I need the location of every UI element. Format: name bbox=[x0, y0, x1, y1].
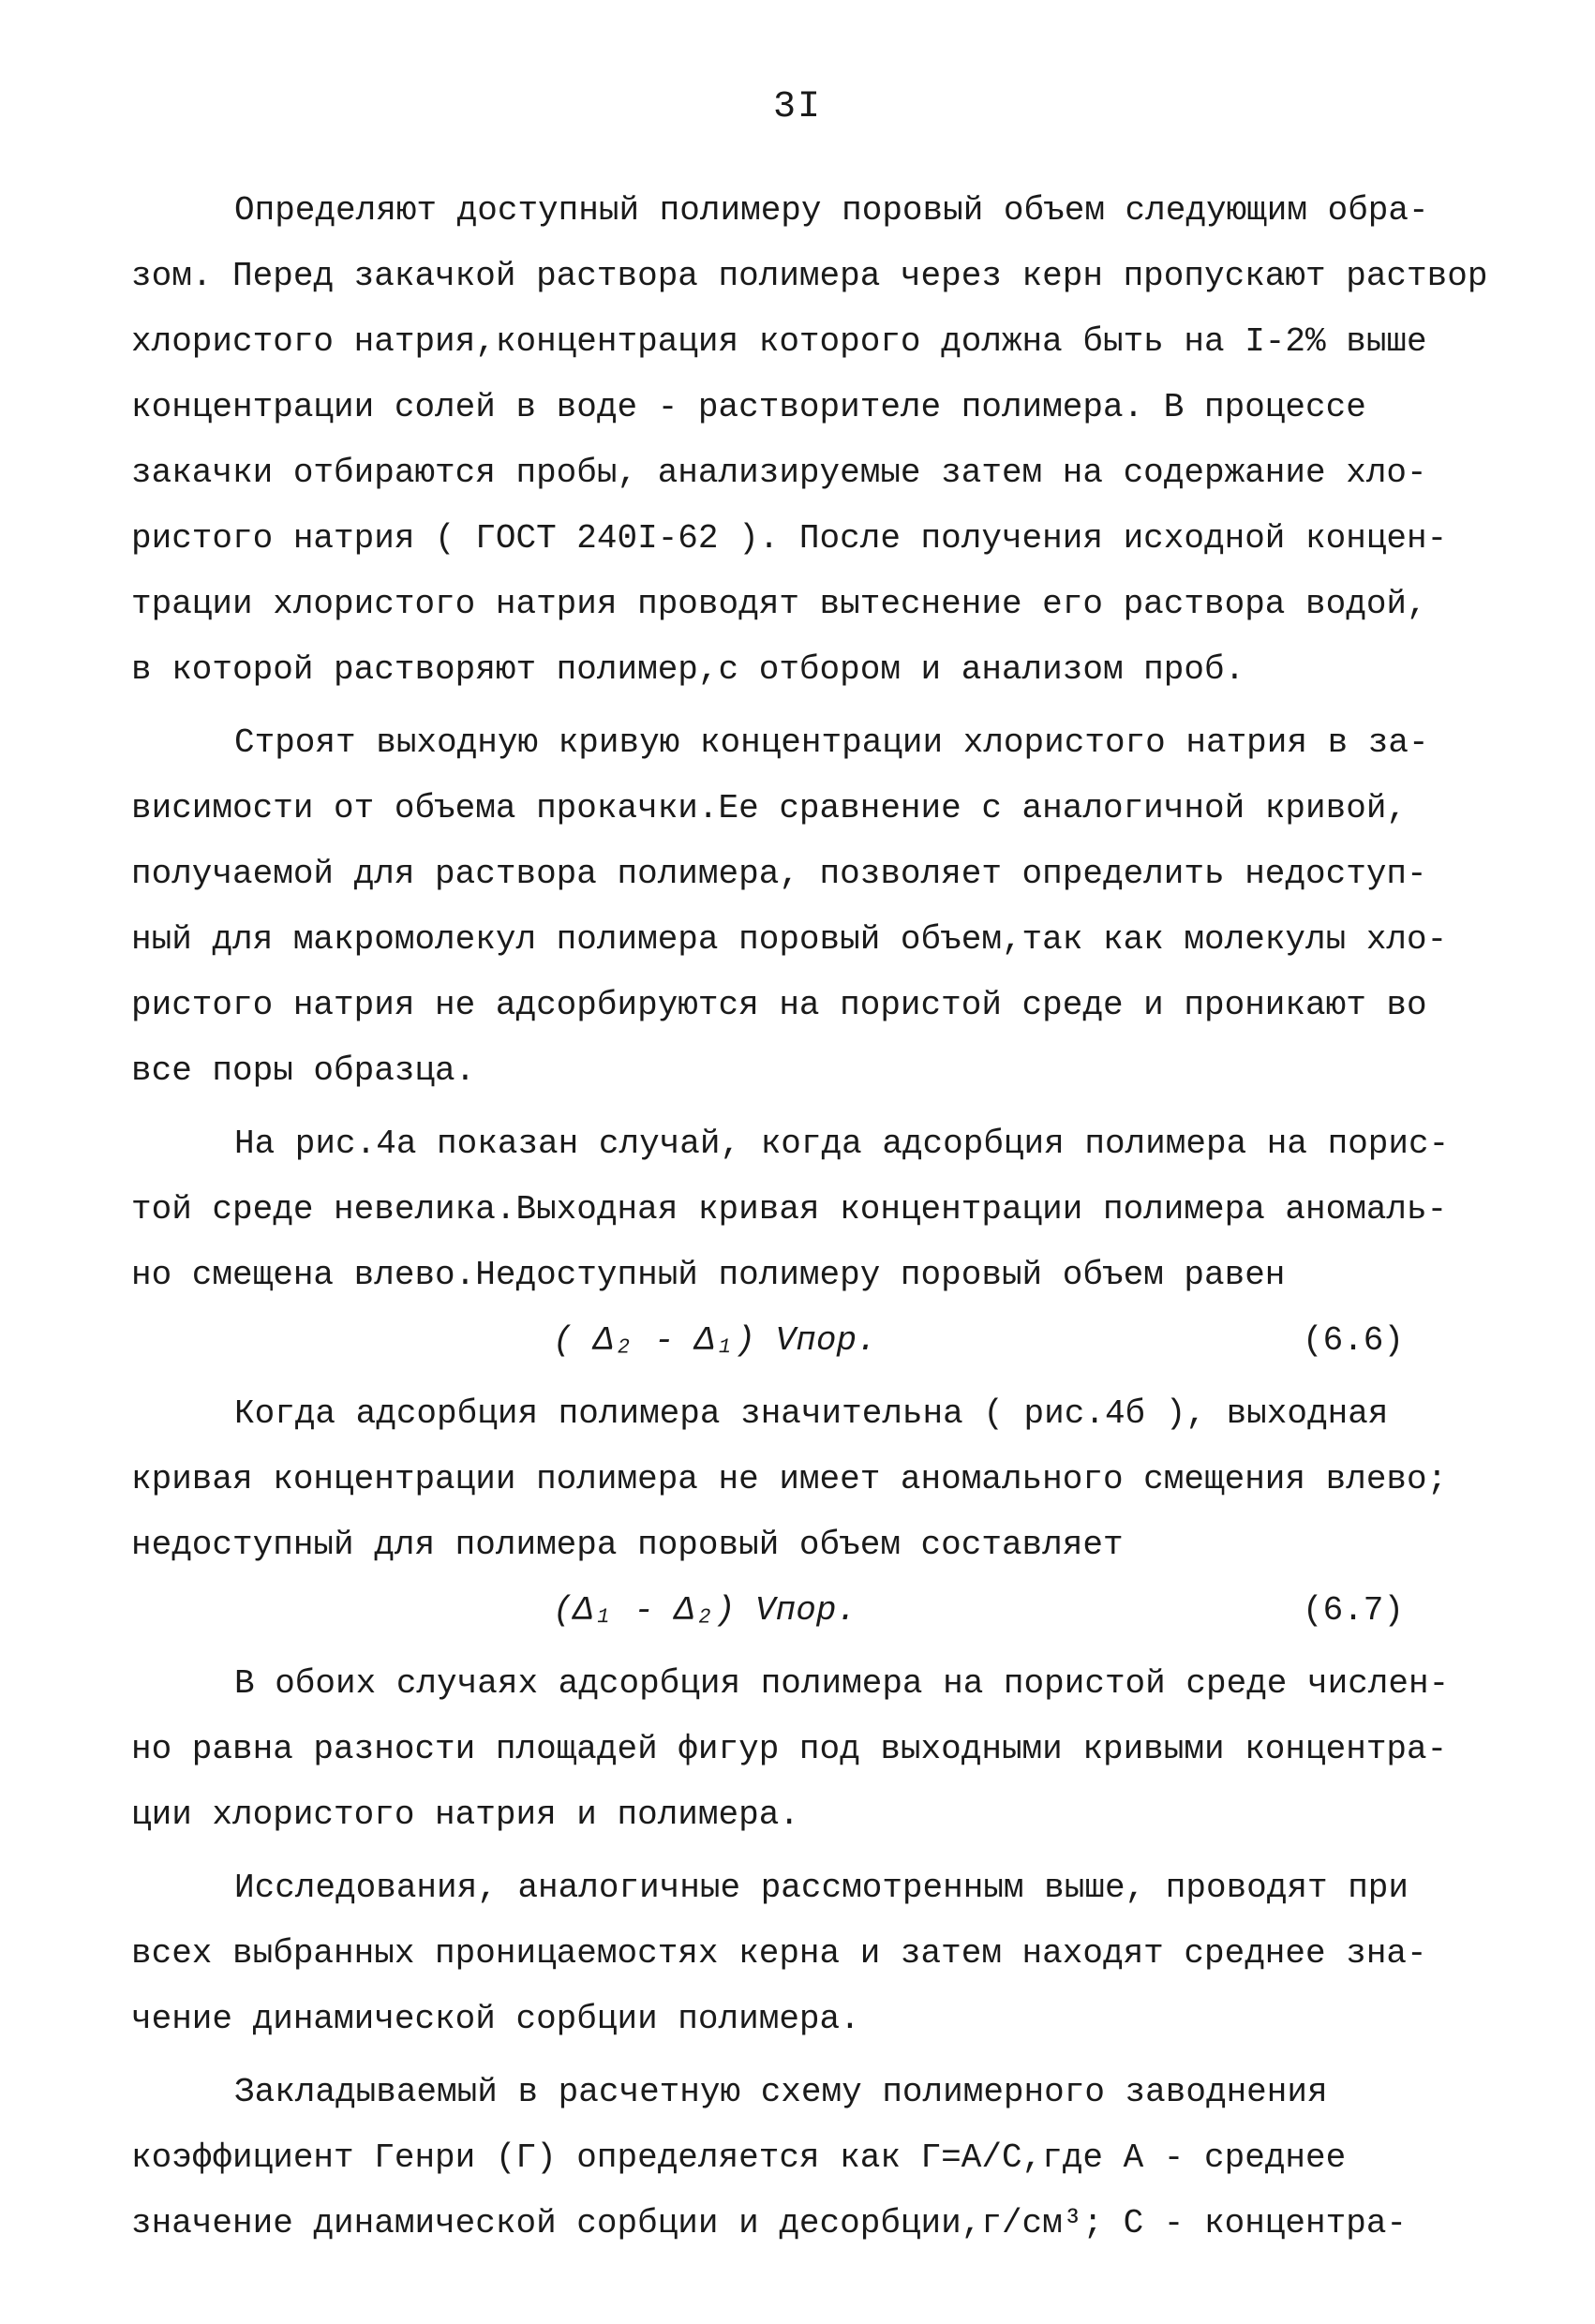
text-line: но смещена влево.Недоступный полимеру поровый объем равен bbox=[131, 1256, 1286, 1294]
text-line: но равна разности площадей фигур под выходными кривыми концентра- bbox=[131, 1730, 1448, 1768]
text-line: Строят выходную кривую концентрации хлористого натрия в за- bbox=[234, 723, 1429, 762]
formula-6-6 bbox=[131, 1308, 1481, 1374]
text-line: хлористого натрия,концентрация которого должна быть на I-2% выше bbox=[131, 322, 1427, 361]
text-line: той среде невелика.Выходная кривая концентрации полимера аномаль- bbox=[131, 1190, 1448, 1229]
text-line: в которой растворяют полимер,с отбором и анализом проб. bbox=[131, 650, 1245, 689]
paragraph-6 bbox=[131, 1855, 1481, 2052]
text-line: В обоих случаях адсорбция полимера на пористой среде числен- bbox=[234, 1664, 1450, 1703]
text-line: зом. Перед закачкой раствора полимера через керн пропускают раствор bbox=[131, 257, 1488, 295]
paragraph-2 bbox=[131, 710, 1481, 1104]
text-line: ции хлористого натрия и полимера. bbox=[131, 1795, 799, 1834]
text-line: ный для макромолекул полимера поровый объем,так как молекулы хло- bbox=[131, 920, 1448, 959]
formula-6-7 bbox=[131, 1578, 1481, 1644]
text-line: все поры образца. bbox=[131, 1051, 476, 1090]
text-line: кривая концентрации полимера не имеет аномального смещения влево; bbox=[131, 1460, 1448, 1498]
text-line: Определяют доступный полимеру поровый объем следующим обра- bbox=[234, 191, 1429, 230]
text-line: ристого натрия ( ГОСТ 240I-62 ). После получения исходной концен- bbox=[131, 519, 1448, 558]
text-line: недоступный для полимера поровый объем составляет bbox=[131, 1526, 1124, 1564]
body-text bbox=[131, 178, 1488, 2257]
text-line: концентрации солей в воде - растворителе полимера. В процессе bbox=[131, 388, 1366, 426]
paragraph-4 bbox=[131, 1381, 1481, 1578]
text-line: трации хлористого натрия проводят вытеснение его раствора водой, bbox=[131, 585, 1427, 623]
text-line: На рис.4а показан случай, когда адсорбция полимера на порис- bbox=[234, 1125, 1450, 1163]
paragraph-3 bbox=[131, 1111, 1481, 1308]
text-line: чение динамической сорбции полимера. bbox=[131, 2000, 860, 2038]
text-line: Закладываемый в расчетную схему полимерного заводнения bbox=[234, 2073, 1328, 2111]
text-line: висимости от объема прокачки.Ее сравнение с аналогичной кривой, bbox=[131, 789, 1408, 827]
text-line: Исследования, аналогичные рассмотренным выше, проводят при bbox=[234, 1869, 1409, 1907]
text-line: значение динамической сорбции и десорбции,г/см³; С - концентра- bbox=[131, 2204, 1408, 2242]
page-number: 3I bbox=[772, 86, 822, 128]
formula-expression: (Δ₁ - Δ₂) Vпор. bbox=[553, 1591, 857, 1630]
text-line: получаемой для раствора полимера, позволяет определить недоступ- bbox=[131, 855, 1427, 893]
paragraph-5 bbox=[131, 1651, 1481, 1848]
paragraph-7 bbox=[131, 2060, 1481, 2257]
text-line: Когда адсорбция полимера значительна ( рис.4б ), выходная bbox=[234, 1394, 1389, 1433]
text-line: закачки отбираются пробы, анализируемые затем на содержание хло- bbox=[131, 454, 1427, 492]
text-line: коэффициент Генри (Г) определяется как Г=А/С,где А - среднее bbox=[131, 2138, 1347, 2177]
formula-expression: ( Δ₂ - Δ₁) Vпор. bbox=[553, 1321, 877, 1360]
paragraph-1 bbox=[131, 178, 1488, 703]
formula-number: (6.6) bbox=[1303, 1321, 1405, 1360]
text-line: ристого натрия не адсорбируются на пористой среде и проникают во bbox=[131, 986, 1427, 1024]
formula-number: (6.7) bbox=[1303, 1591, 1405, 1630]
text-line: всех выбранных проницаемостях керна и затем находят среднее зна- bbox=[131, 1934, 1427, 1973]
